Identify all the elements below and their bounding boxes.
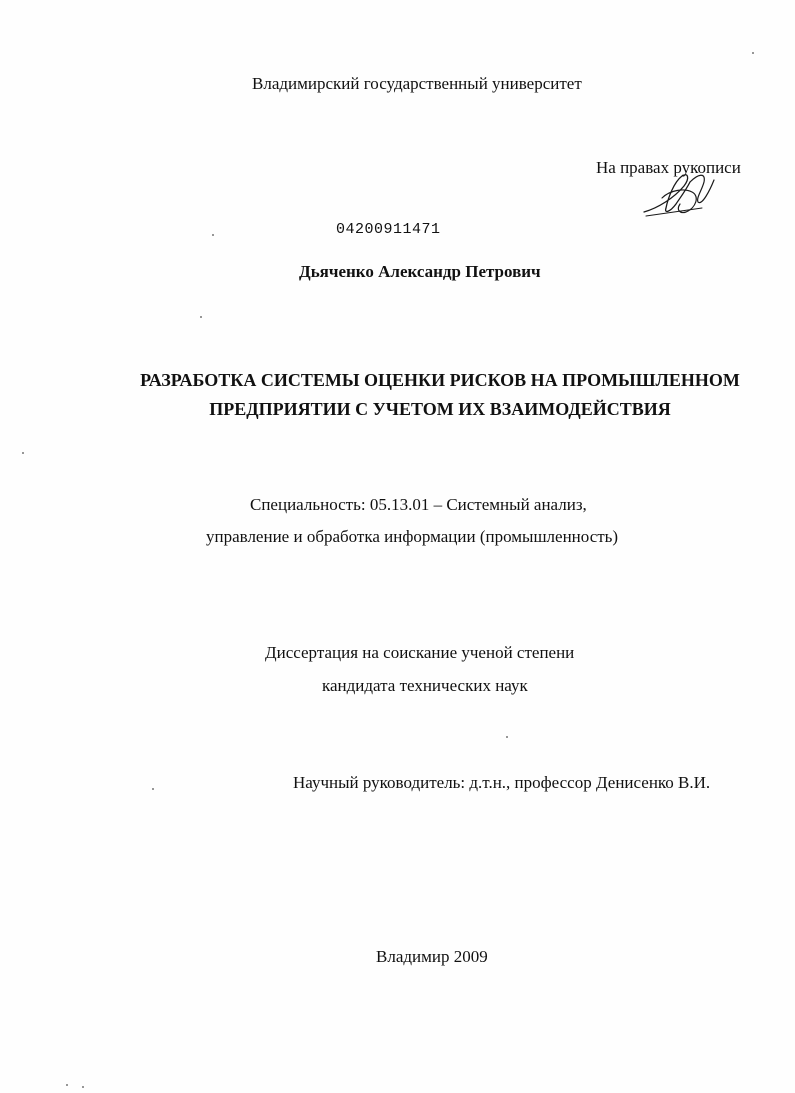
degree-line-2: кандидата технических наук	[322, 676, 528, 695]
specialty-line-1: Специальность: 05.13.01 – Системный анализ,	[250, 495, 587, 514]
scan-speck	[22, 452, 24, 454]
author-name: Дьяченко Александр Петрович	[299, 262, 541, 281]
dissertation-title-line-2: ПРЕДПРИЯТИИ С УЧЕТОМ ИХ ВЗАИМОДЕЙСТВИЯ	[209, 399, 671, 419]
scientific-advisor: Научный руководитель: д.т.н., профессор Денисенко В.И.	[293, 773, 711, 792]
scan-speck	[752, 52, 754, 54]
scan-speck	[66, 1084, 68, 1086]
document-number: 04200911471	[336, 221, 441, 238]
scan-speck	[200, 316, 202, 318]
city-year: Владимир 2009	[376, 947, 488, 966]
specialty-line-2: управление и обработка информации (промышленность)	[206, 527, 619, 546]
scan-speck	[152, 788, 154, 790]
signature-icon	[640, 168, 720, 220]
manuscript-note: На правах рукописи	[596, 158, 741, 177]
university-name: Владимирский государственный университет	[252, 74, 582, 93]
degree-line-1: Диссертация на соискание ученой степени	[265, 643, 575, 662]
scan-speck	[506, 736, 508, 738]
scan-speck	[82, 1086, 84, 1088]
scan-speck	[212, 234, 214, 236]
dissertation-title-line-1: РАЗРАБОТКА СИСТЕМЫ ОЦЕНКИ РИСКОВ НА ПРОМЫШЛЕННОМ	[140, 370, 740, 390]
